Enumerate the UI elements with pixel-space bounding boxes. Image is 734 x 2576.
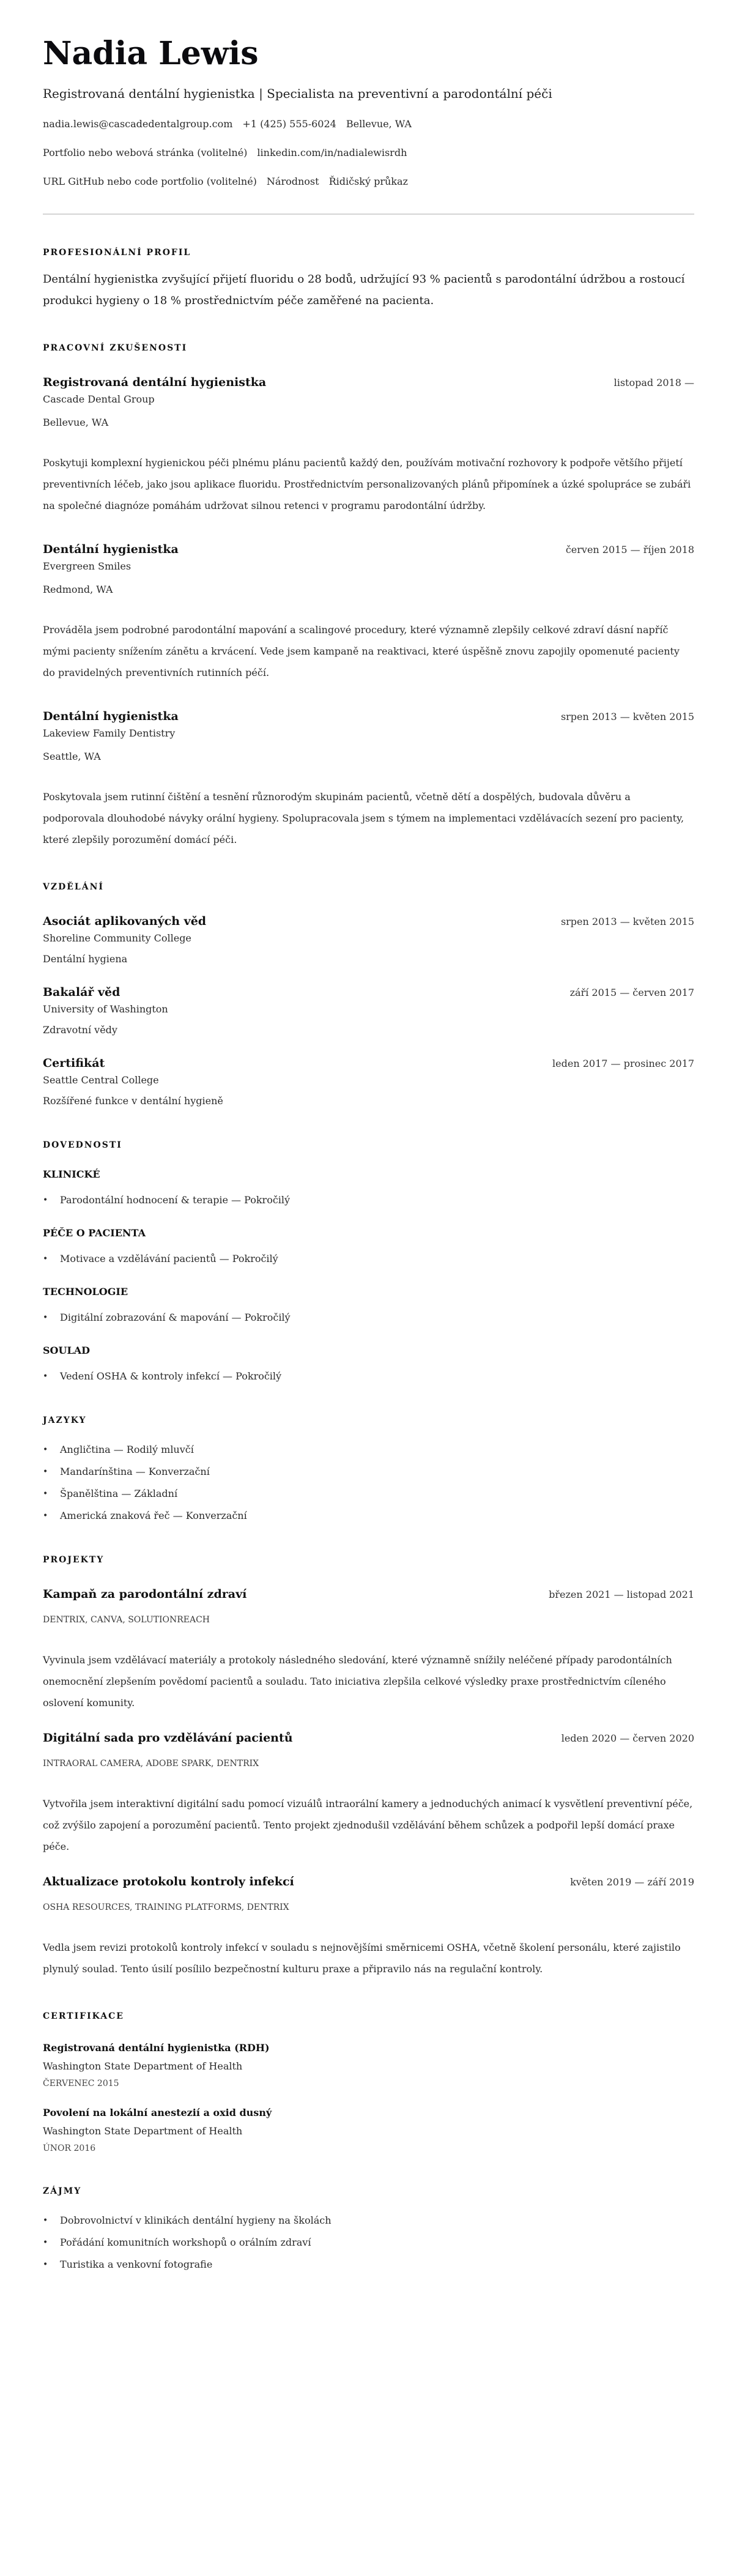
job-location: Redmond, WA — [43, 584, 113, 595]
interest-item: • Turistika a venkovní fotografie — [43, 2257, 694, 2272]
section-languages — [43, 1414, 694, 1523]
education-school: University of Washington — [43, 1003, 168, 1015]
education-entry — [43, 913, 694, 967]
project-tech-stack: DENTRIX, CANVA, SOLUTIONREACH — [43, 1615, 210, 1625]
section-title-interests: ZÁJMY — [43, 2186, 82, 2196]
contact-drivers-license: Řidičský průkaz — [328, 176, 408, 187]
section-interests — [43, 2185, 694, 2272]
contact-nationality: Národnost — [266, 176, 319, 187]
skill-group-title: PÉČE O PACIENTA — [43, 1227, 146, 1239]
job-location: Bellevue, WA — [43, 417, 109, 428]
project-title: Aktualizace protokolu kontroly infekcí — [43, 1875, 294, 1888]
profile-summary: Dentální hygienistka zvyšující přijetí fluoridu o 28 bodů, udržující 93 % pacientů s parodontální údržbou a rostoucí produkci hygieny o 18 % prostřednictvím péče zaměřené na pacienta. — [43, 273, 685, 307]
section-title-projects: PROJEKTY — [43, 1555, 105, 1565]
job-date: listopad 2018 — — [614, 377, 694, 388]
header-divider — [43, 213, 694, 215]
education-school: Shoreline Community College — [43, 932, 191, 944]
certification-date: ÚNOR 2016 — [43, 2144, 96, 2153]
bullet-icon: • — [43, 2260, 48, 2270]
section-profile — [43, 247, 694, 311]
contact-email[interactable]: nadia.lewis@cascadedentalgroup.com — [43, 118, 233, 130]
certification-entry — [43, 2041, 694, 2090]
section-education — [43, 881, 694, 1108]
project-entry — [43, 1873, 694, 1980]
bullet-icon: • — [43, 1313, 48, 1323]
job-description: Poskytuji komplexní hygienickou péči plnému plánu pacientů každý den, používám motivační rozhovory k podpoře většího přijetí preventivních léčeb, jako jsou aplikace fluoridu. Prostřednictvím personalizovaných plánů připomínek a úzké spolupráce se zubáři na společné diagnóze pomáhám udržovat silnou retenci v programu parodontální údržby. — [43, 457, 691, 511]
skill-groups — [43, 1167, 694, 1384]
job-title: Registrovaná dentální hygienistka — [43, 376, 267, 389]
interest-item: • Pořádání komunitních workshopů o orálním zdraví — [43, 2235, 694, 2250]
education-field: Rozšířené funkce v dentální hygieně — [43, 1095, 223, 1107]
education-degree: Asociát aplikovaných věd — [43, 915, 207, 928]
education-degree: Certifikát — [43, 1056, 105, 1070]
certification-date: ČERVENEC 2015 — [43, 2079, 119, 2088]
job-date: červen 2015 — říjen 2018 — [565, 544, 694, 555]
project-tech-stack: INTRAORAL CAMERA, ADOBE SPARK, DENTRIX — [43, 1759, 259, 1769]
skill-group-title: TECHNOLOGIE — [43, 1286, 128, 1297]
section-experience — [43, 342, 694, 850]
contact-linkedin[interactable]: linkedin.com/in/nadialewisrdh — [257, 147, 407, 158]
candidate-tagline: Registrovaná dentální hygienistka | Specialista na preventivní a parodontální péči — [43, 86, 552, 101]
contact-portfolio[interactable]: Portfolio nebo webová stránka (volitelné) — [43, 147, 248, 158]
project-description: Vytvořila jsem interaktivní digitální sadu pomocí vizuálů intraorální kamery a jednoduchých animací k vysvětlení preventivní péče, což zvýšilo zapojení a porozumění pacientů. Tento projekt zjednodušil vzdělávání během schůzek a podpořil lepší domácí praxe péče. — [43, 1798, 693, 1852]
project-entry — [43, 1586, 694, 1713]
education-school: Seattle Central College — [43, 1074, 159, 1086]
resume-header — [43, 34, 694, 189]
contact-phone[interactable]: +1 (425) 555-6024 — [242, 118, 336, 130]
education-date: září 2015 — červen 2017 — [569, 987, 694, 998]
project-description: Vyvinula jsem vzdělávací materiály a protokoly následného sledování, které významně snížily neléčené případy parodontálních onemocnění zlepšením povědomí pacientů a souladu. Tato iniciativa zlepšila celkové výsledky praxe prostřednictvím cíleného oslovení komunity. — [43, 1654, 672, 1709]
bullet-icon: • — [43, 2216, 48, 2225]
contact-row-primary — [43, 117, 694, 132]
job-company: Lakeview Family Dentistry — [43, 727, 176, 739]
section-title-languages: JAZYKY — [43, 1416, 87, 1425]
skill-group-title: KLINICKÉ — [43, 1168, 100, 1180]
bullet-icon: • — [43, 1445, 48, 1455]
section-projects — [43, 1554, 694, 1980]
skill-group-title: SOULAD — [43, 1345, 90, 1356]
project-title: Digitální sada pro vzdělávání pacientů — [43, 1731, 293, 1745]
education-date: srpen 2013 — květen 2015 — [560, 916, 694, 927]
project-tech-stack: OSHA RESOURCES, TRAINING PLATFORMS, DENTRIX — [43, 1902, 289, 1912]
job-entry — [43, 708, 694, 850]
job-location: Seattle, WA — [43, 751, 101, 762]
certification-issuer: Washington State Department of Health — [43, 2060, 243, 2072]
education-entry — [43, 984, 694, 1037]
skill-item: • Vedení OSHA & kontroly infekcí — Pokročilý — [43, 1369, 694, 1384]
skill-group-technology — [43, 1285, 694, 1325]
certification-entry — [43, 2106, 694, 2155]
project-title: Kampaň za parodontální zdraví — [43, 1587, 247, 1601]
skill-item: • Motivace a vzdělávání pacientů — Pokročilý — [43, 1252, 694, 1266]
job-entry — [43, 541, 694, 683]
bullet-icon: • — [43, 1467, 48, 1477]
education-entry — [43, 1055, 694, 1108]
bullet-icon: • — [43, 1195, 48, 1205]
language-item: • Mandarínština — Konverzační — [43, 1464, 694, 1479]
education-field: Dentální hygiena — [43, 953, 128, 965]
project-entry — [43, 1729, 694, 1857]
certification-title: Povolení na lokální anestezií a oxid dusný — [43, 2107, 272, 2118]
job-entry — [43, 374, 694, 516]
job-title: Dentální hygienistka — [43, 710, 179, 723]
interest-item: • Dobrovolnictví v klinikách dentální hygieny na školách — [43, 2213, 694, 2228]
contact-github[interactable]: URL GitHub nebo code portfolio (volitelné) — [43, 176, 257, 187]
bullet-icon: • — [43, 1511, 48, 1521]
bullet-icon: • — [43, 1489, 48, 1499]
section-title-experience: PRACOVNÍ ZKUŠENOSTI — [43, 343, 188, 353]
candidate-name: Nadia Lewis — [43, 35, 259, 72]
job-description: Prováděla jsem podrobné parodontální mapování a scalingové procedury, které významně zlepšily celkové zdraví dásní napříč mými pacienty snížením zánětu a krvácení. Vede jsem kampaně na reaktivaci, které úspěšně znovu zapojily opomenuté pacienty do pravidelných preventivních rutinních péčí. — [43, 624, 680, 678]
skill-group-patient-care — [43, 1226, 694, 1266]
project-date: březen 2021 — listopad 2021 — [549, 1589, 694, 1600]
contact-location: Bellevue, WA — [346, 118, 412, 130]
skill-item: • Parodontální hodnocení & terapie — Pokročilý — [43, 1193, 694, 1208]
job-title: Dentální hygienistka — [43, 543, 179, 556]
section-title-skills: DOVEDNOSTI — [43, 1140, 122, 1150]
project-date: květen 2019 — září 2019 — [570, 1876, 694, 1888]
bullet-icon: • — [43, 2238, 48, 2248]
contact-row-links — [43, 146, 694, 160]
skill-group-compliance — [43, 1343, 694, 1384]
certification-title: Registrovaná dentální hygienistka (RDH) — [43, 2042, 270, 2054]
section-title-education: VZDĚLÁNÍ — [43, 882, 104, 892]
section-title-certifications: CERTIFIKACE — [43, 2011, 124, 2021]
job-description: Poskytovala jsem rutinní čištění a tesnění různorodým skupinám pacientů, včetně dětí a dospělých, budovala důvěru a podporovala dlouhodobé návyky orální hygieny. Spolupracovala jsem s týmem na implementaci vzdělávacích sezení pro pacienty, které zlepšily porozumění domácí péči. — [43, 791, 684, 845]
section-skills — [43, 1139, 694, 1384]
education-degree: Bakalář věd — [43, 985, 120, 999]
job-company: Cascade Dental Group — [43, 393, 155, 405]
bullet-icon: • — [43, 1372, 48, 1381]
contact-row-extra — [43, 174, 694, 189]
skill-item: • Digitální zobrazování & mapování — Pokročilý — [43, 1310, 694, 1325]
section-certifications — [43, 2010, 694, 2155]
project-description: Vedla jsem revizi protokolů kontroly infekcí v souladu s nejnovějšími směrnicemi OSHA, včetně školení personálu, které zajistilo plynulý soulad. Tento úsilí posílilo bezpečnostní kulturu praxe a připravilo nás na regulační kontroly. — [43, 1942, 681, 1975]
project-date: leden 2020 — červen 2020 — [561, 1732, 694, 1744]
job-date: srpen 2013 — květen 2015 — [560, 711, 694, 722]
job-company: Evergreen Smiles — [43, 560, 132, 572]
language-item: • Španělština — Základní — [43, 1487, 694, 1501]
education-date: leden 2017 — prosinec 2017 — [552, 1058, 694, 1069]
section-title-profile: PROFESIONÁLNÍ PROFIL — [43, 248, 191, 258]
certification-issuer: Washington State Department of Health — [43, 2125, 243, 2137]
language-item: • Americká znaková řeč — Konverzační — [43, 1509, 694, 1523]
bullet-icon: • — [43, 1254, 48, 1264]
education-field: Zdravotní vědy — [43, 1024, 117, 1036]
skill-group-clinical — [43, 1167, 694, 1208]
language-item: • Angličtina — Rodilý mluvčí — [43, 1442, 694, 1457]
